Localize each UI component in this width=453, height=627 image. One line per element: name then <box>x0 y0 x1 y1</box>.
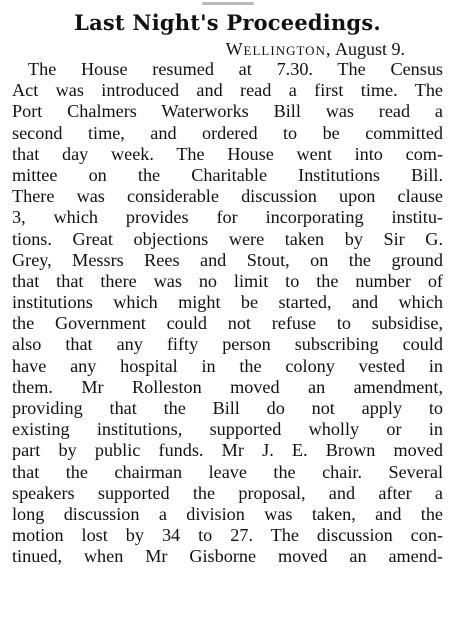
dateline <box>12 39 443 59</box>
article-line: tions. Great objections were taken by Sir G. <box>12 228 443 249</box>
article-line: long discussion a division was taken, and the <box>12 503 443 524</box>
newspaper-clipping <box>0 2 453 627</box>
article-line: mittee on the Charitable Institutions Bill. <box>12 164 443 185</box>
dateline-date: August 9. <box>334 39 405 59</box>
article-line: that the chairman leave the chair. Several <box>12 461 443 482</box>
article-line: institutions which might be started, and which <box>12 292 443 313</box>
article-line: also that any fifty person subscribing could <box>12 334 443 355</box>
article-line: Act was introduced and read a first time. The <box>12 80 443 101</box>
article-body <box>12 59 443 568</box>
article-line: providing that the Bill do not apply to <box>12 398 443 418</box>
article-line: them. Mr Rolleston moved an amendment, <box>12 376 443 397</box>
article-line: motion lost by 34 to 27. The discussion con- <box>12 525 443 546</box>
article-line: have any hospital in the colony vested in <box>12 355 443 376</box>
article-line: The House resumed at 7.30. The Census <box>28 59 443 79</box>
article-line: speakers supported the proposal, and after a <box>12 482 443 503</box>
article-line: tinued, when Mr Gisborne moved an amend- <box>12 546 443 567</box>
article-line: that day week. The House went into com- <box>12 143 443 164</box>
article-line: the Government could not refuse to subsidise, <box>12 313 443 334</box>
dateline-place: Wellington, <box>225 39 332 59</box>
article-line: Port Chalmers Waterworks Bill was read a <box>12 101 443 122</box>
article-line: Grey, Messrs Rees and Stout, on the ground <box>12 249 443 270</box>
article-line: existing institutions, supported wholly or in <box>12 419 443 440</box>
header-ornament <box>202 2 254 5</box>
article-line: part by public funds. Mr J. E. Brown moved <box>12 440 443 461</box>
article-headline: Last Night's Proceedings. <box>74 10 381 35</box>
article-line: second time, and ordered to be committed <box>12 122 443 143</box>
article-line: 3, which provides for incorporating institu- <box>12 207 443 228</box>
article-line: that that there was no limit to the number of <box>12 270 443 291</box>
article-line: There was considerable discussion upon clause <box>12 186 443 207</box>
